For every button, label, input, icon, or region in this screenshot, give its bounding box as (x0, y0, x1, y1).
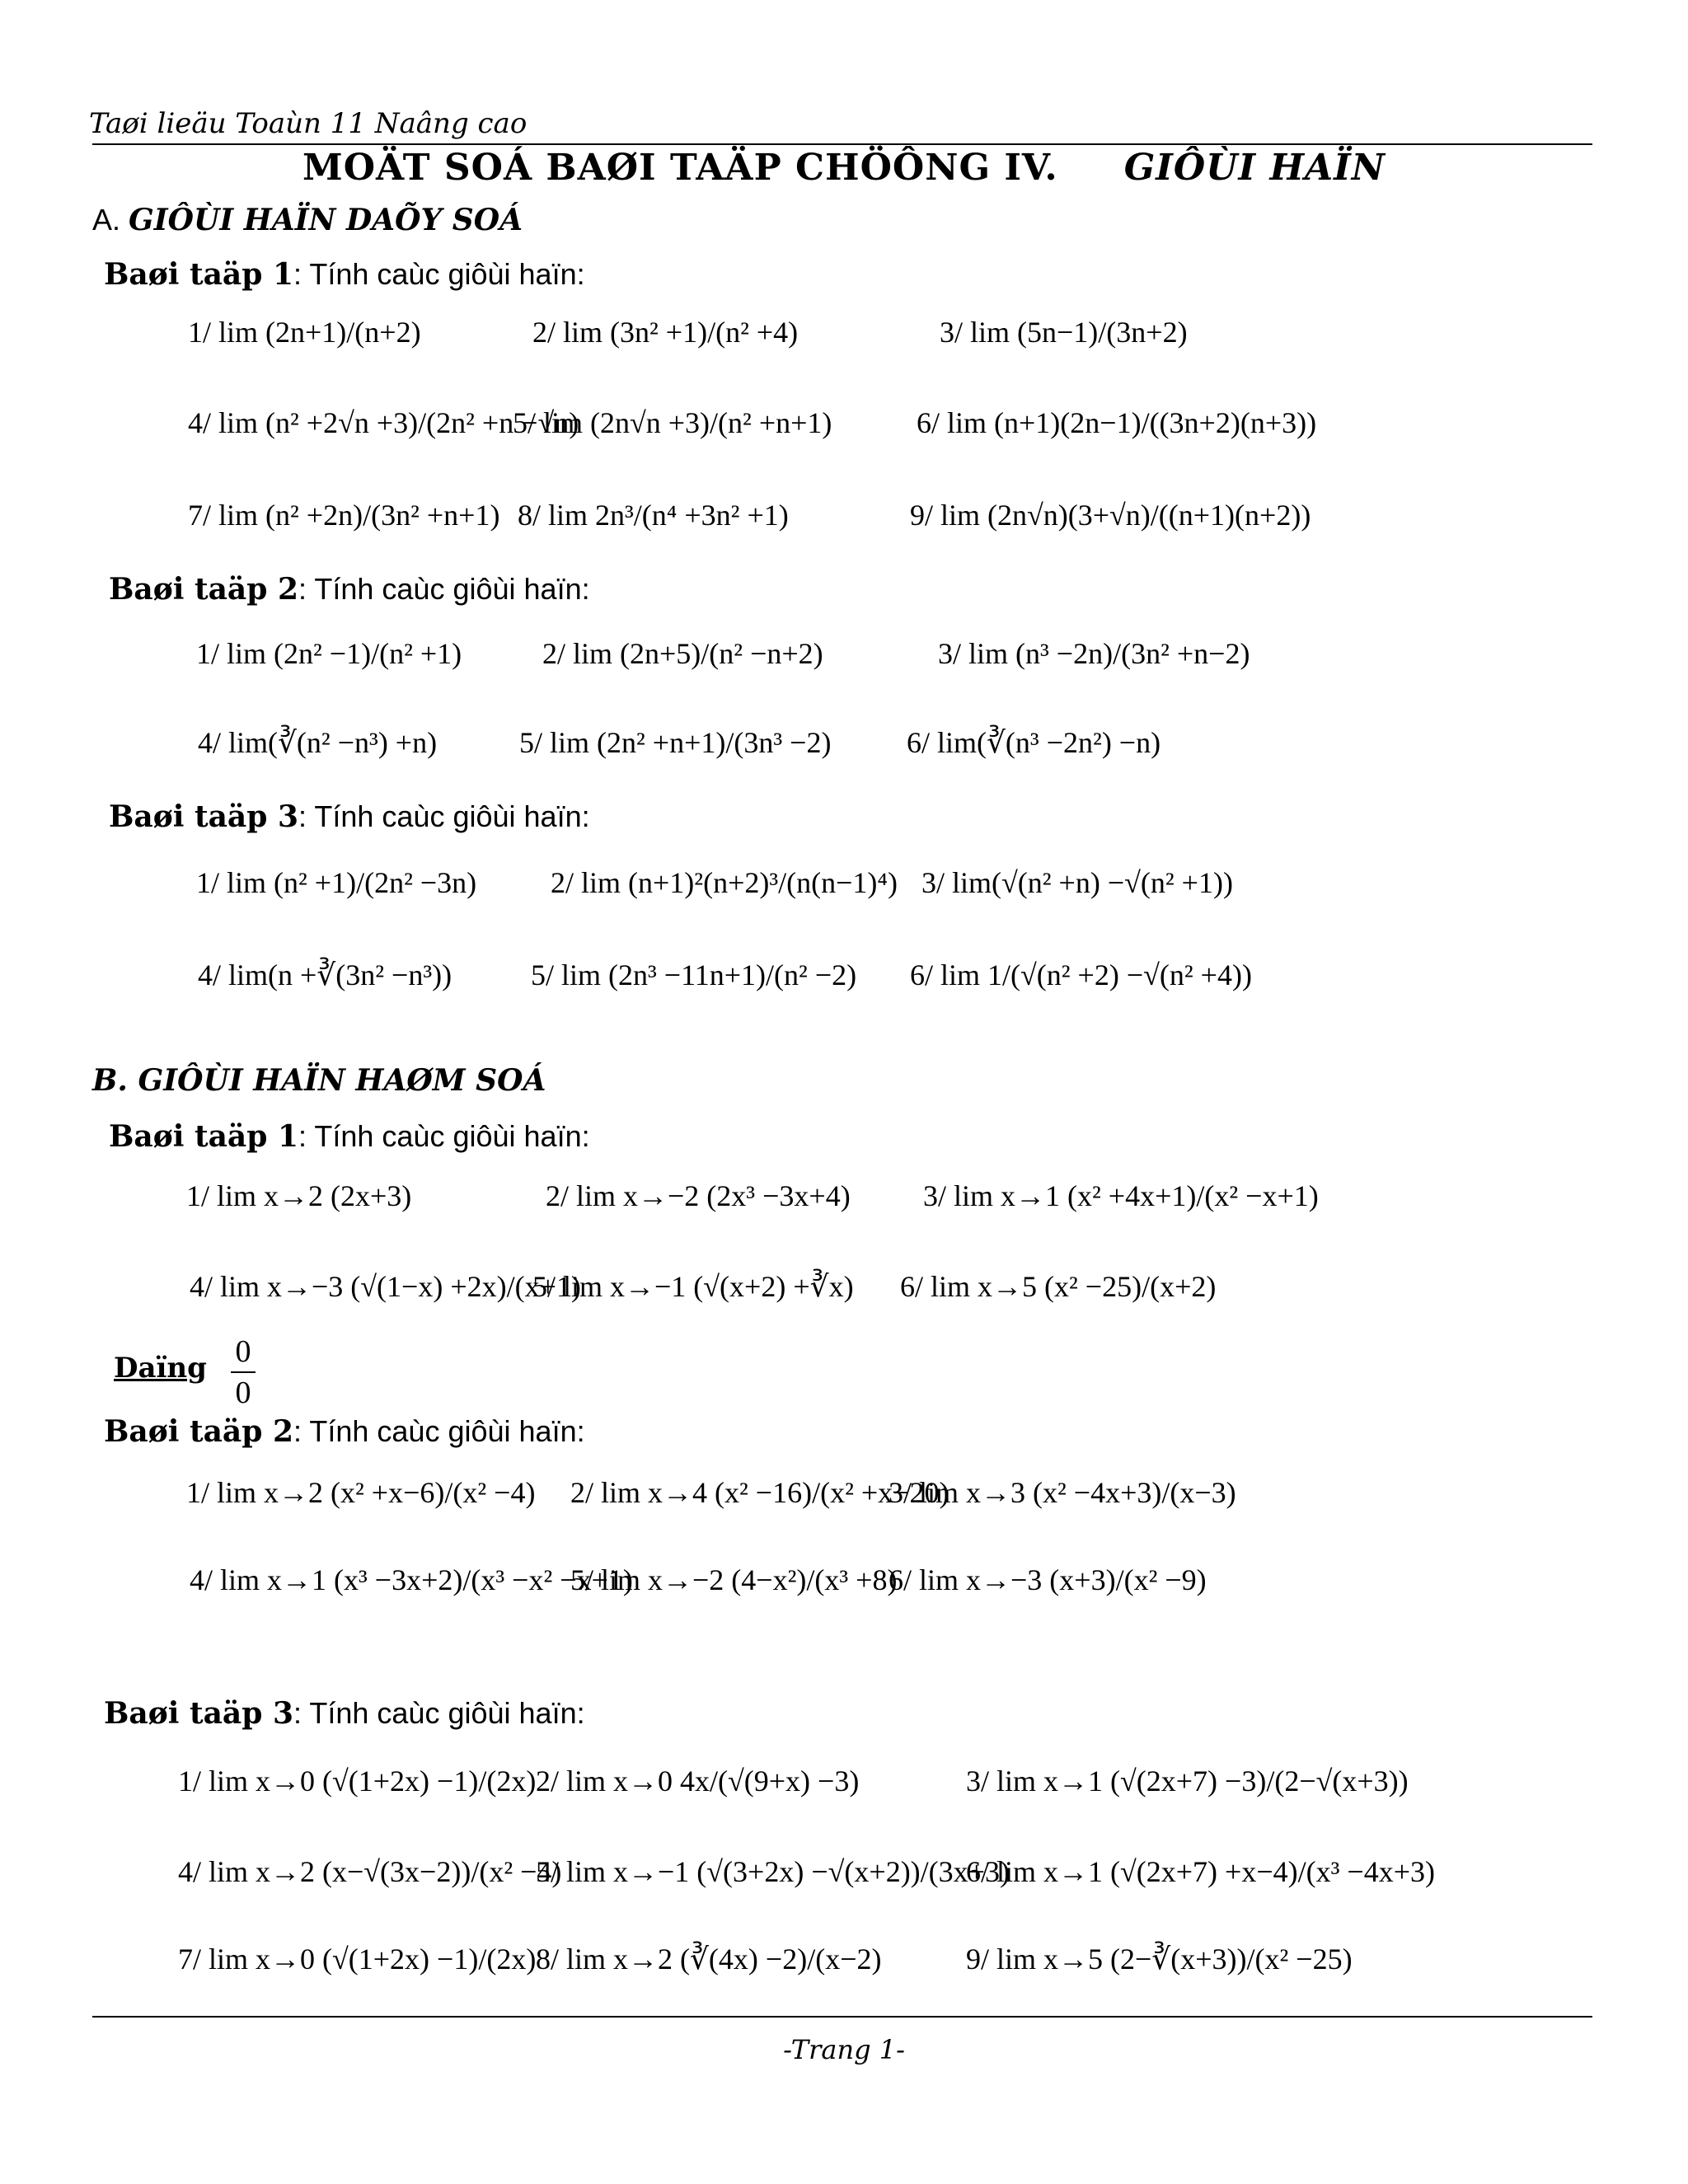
page-title (0, 147, 1688, 189)
section-b-heading: B. GIÔÙI HAÏN HAØM SOÁ (92, 1063, 546, 1098)
a3-item-6: 6/ lim 1/(√(n² +2) −√(n² +4)) (910, 958, 1252, 991)
b3-item-6: 6/ lim x→1 (√(2x+7) +x−4)/(x³ −4x+3) (966, 1855, 1436, 1888)
b3-item-3: 3/ lim x→1 (√(2x+7) −3)/(2−√(x+3)) (966, 1765, 1409, 1797)
a1-item-3: 3/ lim (5n−1)/(3n+2) (940, 316, 1188, 349)
a1-item-1: 1/ lim (2n+1)/(n+2) (188, 316, 421, 349)
b3-item-9: 9/ lim x→5 (2−∛(x+3))/(x² −25) (966, 1943, 1353, 1975)
a2-item-1: 1/ lim (2n² −1)/(n² +1) (196, 637, 462, 670)
b2-item-3: 3/ lim x→3 (x² −4x+3)/(x−3) (889, 1476, 1236, 1509)
section-a-heading: A. GIÔÙI HAÏN DAÕY SOÁ (92, 203, 523, 237)
b2-item-6: 6/ lim x→−3 (x+3)/(x² −9) (889, 1563, 1207, 1596)
a1-item-9: 9/ lim (2n√n)(3+√n)/((n+1)(n+2)) (910, 499, 1311, 532)
header-rule (92, 143, 1592, 145)
b2-item-5: 5/ lim x→−2 (4−x²)/(x³ +8) (570, 1563, 898, 1596)
page-footer: -Trang 1- (783, 2034, 905, 2065)
exercise-b2-heading: Baøi taäp 2: Tính caùc giôùi haïn: (104, 1414, 585, 1449)
b1-item-3: 3/ lim x→1 (x² +4x+1)/(x² −x+1) (923, 1179, 1319, 1212)
exercise-a1-heading: Baøi taäp 1: Tính caùc giôùi haïn: (104, 257, 585, 292)
exercise-b3-heading: Baøi taäp 3: Tính caùc giôùi haïn: (104, 1696, 585, 1731)
exercise-a2-heading: Baøi taäp 2: Tính caùc giôùi haïn: (109, 572, 590, 607)
a3-item-3: 3/ lim(√(n² +n) −√(n² +1)) (921, 866, 1233, 899)
b1-item-5: 5/ lim x→−1 (√(x+2) +∛x) (532, 1270, 854, 1303)
b1-item-6: 6/ lim x→5 (x² −25)/(x+2) (900, 1270, 1217, 1303)
b1-item-1: 1/ lim x→2 (2x+3) (186, 1179, 412, 1212)
a3-item-1: 1/ lim (n² +1)/(2n² −3n) (196, 866, 477, 899)
a2-item-5: 5/ lim (2n² +n+1)/(3n³ −2) (519, 726, 832, 759)
zero-over-zero: 0 0 (231, 1333, 256, 1411)
b3-item-8: 8/ lim x→2 (∛(4x) −2)/(x−2) (536, 1943, 882, 1975)
b3-item-2: 2/ lim x→0 4x/(√(9+x) −3) (536, 1765, 860, 1797)
b2-item-4: 4/ lim x→1 (x³ −3x+2)/(x³ −x² −x+1) (190, 1563, 633, 1596)
b3-item-7: 7/ lim x→0 (√(1+2x) −1)/(2x) (178, 1943, 537, 1975)
a3-item-5: 5/ lim (2n³ −11n+1)/(n² −2) (531, 958, 857, 991)
a1-item-6: 6/ lim (n+1)(2n−1)/((3n+2)(n+3)) (917, 406, 1317, 439)
title-part1: MOÄT SOÁ BAØI TAÄP CHÖÔNG IV. (302, 147, 1058, 189)
exercise-b1-heading: Baøi taäp 1: Tính caùc giôùi haïn: (109, 1119, 590, 1154)
a2-item-4: 4/ lim(∛(n² −n³) +n) (198, 726, 438, 759)
exercise-a3-heading: Baøi taäp 3: Tính caùc giôùi haïn: (109, 799, 590, 834)
b1-item-2: 2/ lim x→−2 (2x³ −3x+4) (546, 1179, 851, 1212)
a1-item-4: 4/ lim (n² +2√n +3)/(2n² +n −√n) (188, 406, 579, 439)
a1-item-8: 8/ lim 2n³/(n⁴ +3n² +1) (518, 499, 789, 532)
footer-rule (92, 2016, 1592, 2018)
a2-item-2: 2/ lim (2n+5)/(n² −n+2) (542, 637, 823, 670)
a1-item-2: 2/ lim (3n² +1)/(n² +4) (532, 316, 799, 349)
b2-item-1: 1/ lim x→2 (x² +x−6)/(x² −4) (186, 1476, 536, 1509)
a3-item-4: 4/ lim(n +∛(3n² −n³)) (198, 958, 452, 991)
b3-item-1: 1/ lim x→0 (√(1+2x) −1)/(2x) (178, 1765, 537, 1797)
a1-item-5: 5/ lim (2n√n +3)/(n² +n+1) (513, 406, 832, 439)
b2-item-2: 2/ lim x→4 (x² −16)/(x² +x−20) (570, 1476, 950, 1509)
a2-item-6: 6/ lim(∛(n³ −2n²) −n) (907, 726, 1161, 759)
title-part2: GIÔÙI HAÏN (1123, 147, 1386, 189)
a1-item-7: 7/ lim (n² +2n)/(3n² +n+1) (188, 499, 500, 532)
a2-item-3: 3/ lim (n³ −2n)/(3n² +n−2) (938, 637, 1250, 670)
b1-item-4: 4/ lim x→−3 (√(1−x) +2x)/(x+1) (190, 1270, 581, 1303)
page-header: Taøi lieäu Toaùn 11 Naâng cao (89, 107, 528, 140)
b3-item-5: 5/ lim x→−1 (√(3+2x) −√(x+2))/(3x+3) (536, 1855, 1010, 1888)
b3-item-4: 4/ lim x→2 (x−√(3x−2))/(x² −4) (178, 1855, 562, 1888)
form-label: Daïng (114, 1352, 207, 1385)
a3-item-2: 2/ lim (n+1)²(n+2)³/(n(n−1)⁴) (551, 866, 898, 899)
